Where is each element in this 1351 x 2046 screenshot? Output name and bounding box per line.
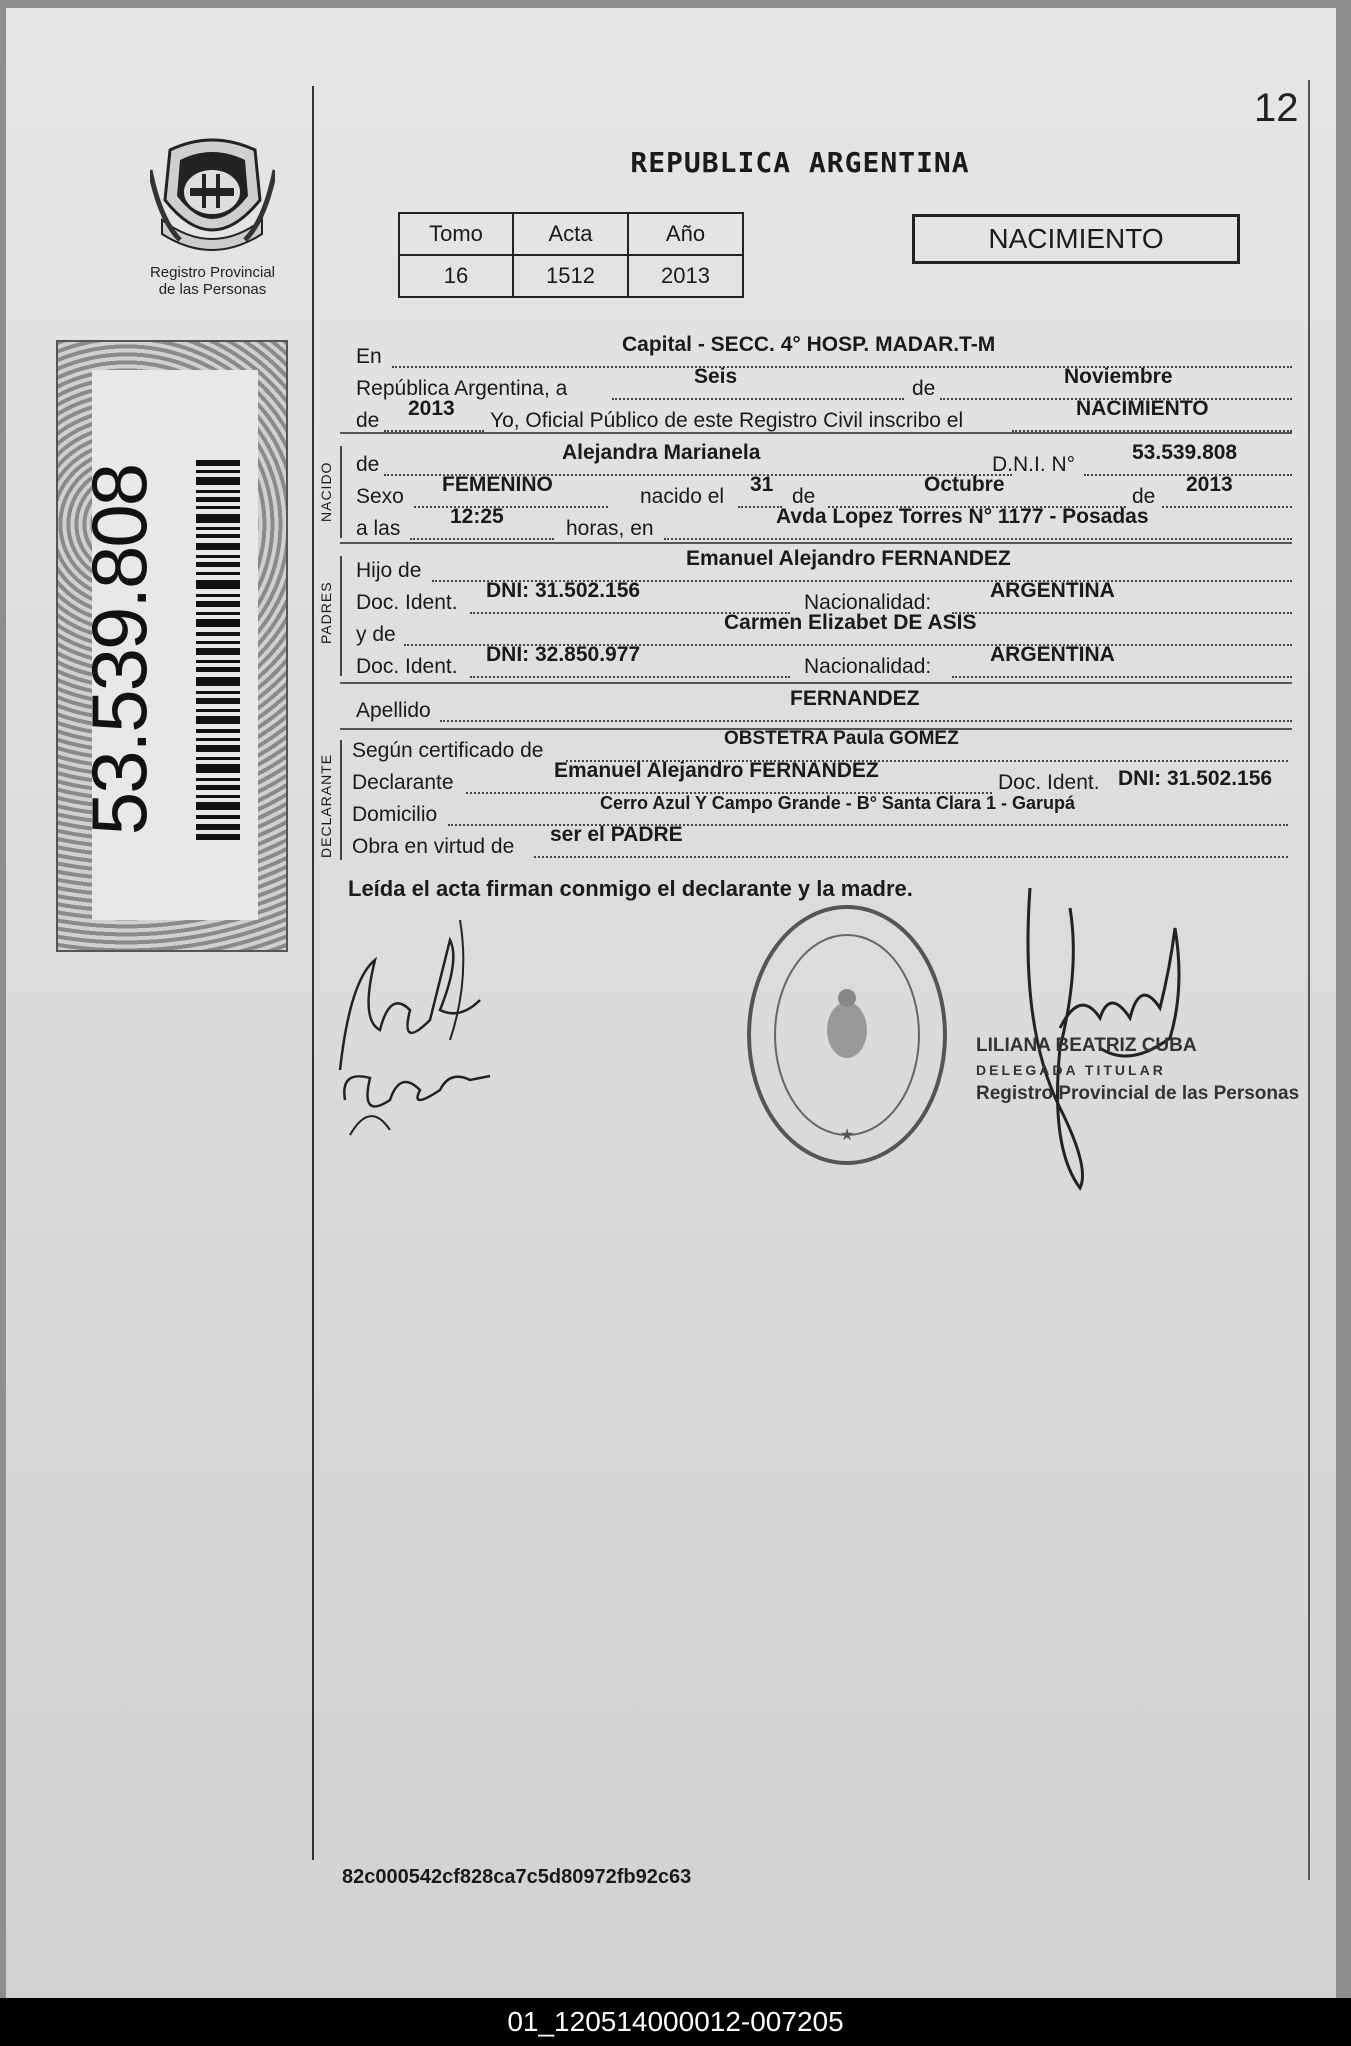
label-de2: de [356, 409, 380, 432]
bracket-declarante [340, 740, 342, 860]
label-declarante: Declarante [352, 771, 454, 794]
side-label-nacido: NACIDO [318, 461, 334, 522]
barcode-bars [196, 460, 240, 840]
label-de-nacido: de [356, 453, 380, 476]
value-child-dni: 53.539.808 [1132, 441, 1238, 464]
label-yo-oficial: Yo, Oficial Público de este Registro Civil inscribo el [490, 409, 964, 432]
label-segun-certificado: Según certificado de [352, 739, 544, 762]
value-mother-doc: DNI: 32.850.977 [486, 643, 641, 666]
dots [664, 538, 1292, 540]
dots [414, 506, 608, 508]
label-horas-en: horas, en [566, 517, 654, 540]
registry-table-values [399, 255, 743, 297]
barcode-number: 53.539.808 [75, 464, 163, 836]
row-obra [352, 823, 1288, 862]
label-nacionalidad: Nacionalidad: [804, 591, 932, 614]
registrar-role: DELEGADA TITULAR [976, 1062, 1166, 1078]
side-label-declarante: DECLARANTE [318, 753, 334, 858]
registry-table [398, 212, 744, 298]
value-declarante-doc: DNI: 31.502.156 [1118, 767, 1273, 790]
label-sexo: Sexo [356, 485, 404, 508]
value-time: 12:25 [450, 505, 504, 528]
closing-statement: Leída el acta firman conmigo el declarante y la madre. [348, 876, 913, 901]
value-ano: 2013 [628, 255, 743, 297]
barcode-label [75, 370, 258, 920]
value-year: 2013 [408, 397, 455, 420]
logo-caption-line1: Registro Provincial [149, 264, 276, 281]
registry-stamp [744, 900, 950, 1170]
dots [470, 676, 790, 678]
registrar-block [976, 1034, 1299, 1106]
value-mother-name: Carmen Elizabet DE ASIS [724, 611, 977, 634]
label-doc-ident: Doc. Ident. [356, 591, 458, 614]
label-a-las: a las [356, 517, 401, 540]
dots [534, 856, 1288, 858]
value-father-name: Emanuel Alejandro FERNANDEZ [686, 547, 1011, 570]
label-de-birth: de [792, 485, 816, 508]
dots [952, 676, 1292, 678]
value-place-registry: Capital - SECC. 4° HOSP. MADAR.T-M [622, 333, 996, 356]
label-de: de [912, 377, 936, 400]
dots [952, 612, 1292, 614]
label-de-year: de [1132, 485, 1156, 508]
row-domicilio [352, 793, 1288, 830]
divider-act [340, 432, 1292, 434]
label-apellido: Apellido [356, 699, 431, 722]
label-doc-ident-2: Doc. Ident. [356, 655, 458, 678]
value-sexo: FEMENINO [442, 473, 553, 496]
dots [440, 720, 1292, 722]
svg-text:★: ★ [839, 1127, 855, 1144]
label-nacionalidad-2: Nacionalidad: [804, 655, 932, 678]
value-mother-nationality: ARGENTINA [990, 643, 1115, 666]
label-republica: República Argentina, a [356, 377, 568, 400]
page-number: 12 [1254, 86, 1299, 130]
value-declarante-name: Emanuel Alejandro FERNANDEZ [554, 759, 879, 782]
value-tomo: 16 [399, 255, 513, 297]
bracket-nacido [340, 446, 342, 538]
document-title: REPUBLICA ARGENTINA [630, 146, 970, 179]
header-acta: Acta [513, 213, 628, 255]
header-ano: Año [628, 213, 743, 255]
row-apellido [356, 687, 1292, 726]
right-margin-rule [1308, 80, 1310, 1880]
document-hash: 82c000542cf828ca7c5d80972fb92c63 [342, 1866, 692, 1888]
value-child-name: Alejandra Marianela [562, 441, 761, 464]
value-inscribo: NACIMIENTO [1076, 397, 1209, 420]
logo-caption-line2: de las Personas [158, 281, 267, 298]
label-doc-ident-decl: Doc. Ident. [998, 771, 1100, 794]
bracket-padres [340, 556, 342, 676]
label-obra-en-virtud: Obra en virtud de [352, 835, 515, 858]
value-month: Noviembre [1064, 365, 1173, 388]
dots [410, 538, 554, 540]
dots [1162, 506, 1292, 508]
logo-caption [120, 264, 305, 298]
value-apellido: FERNANDEZ [790, 687, 920, 710]
header-tomo: Tomo [399, 213, 513, 255]
value-birth-month: Octubre [924, 473, 1005, 496]
value-domicilio: Cerro Azul Y Campo Grande - B° Santa Clara 1 - Garupá [600, 793, 1075, 813]
value-certificado: OBSTETRA Paula GOMEZ [724, 728, 959, 749]
label-domicilio: Domicilio [352, 803, 438, 826]
dots [612, 398, 904, 400]
value-father-nationality: ARGENTINA [990, 579, 1115, 602]
side-label-padres: PADRES [318, 581, 334, 644]
value-birth-year: 2013 [1186, 473, 1233, 496]
row-mother-doc [356, 643, 1292, 682]
value-day: Seis [694, 365, 738, 388]
footer-id-bar: 01_120514000012-007205 [0, 1998, 1351, 2046]
value-obra: ser el PADRE [550, 823, 683, 846]
row-hora [356, 505, 1292, 544]
record-type-box: NACIMIENTO [912, 214, 1240, 264]
left-margin-rule [312, 86, 314, 1860]
registry-table-header [399, 213, 743, 255]
value-father-doc: DNI: 31.502.156 [486, 579, 641, 602]
label-y-de: y de [356, 623, 396, 646]
value-birth-place: Avda Lopez Torres N° 1177 - Posadas [776, 505, 1149, 528]
label-en: En [356, 345, 382, 368]
declarant-signature [330, 900, 500, 1140]
registrar-signature [1020, 868, 1200, 1198]
registrar-org: Registro Provincial de las Personas [976, 1083, 1300, 1104]
value-birth-day: 31 [750, 473, 774, 496]
registrar-name: LILIANA BEATRIZ CUBA [976, 1035, 1197, 1056]
label-hijo-de: Hijo de [356, 559, 422, 582]
label-nacido-el: nacido el [640, 485, 725, 508]
value-acta: 1512 [513, 255, 628, 297]
label-dni: D.N.I. N° [992, 453, 1076, 476]
barcode-panel [56, 340, 288, 952]
misiones-seal-logo [150, 130, 275, 260]
